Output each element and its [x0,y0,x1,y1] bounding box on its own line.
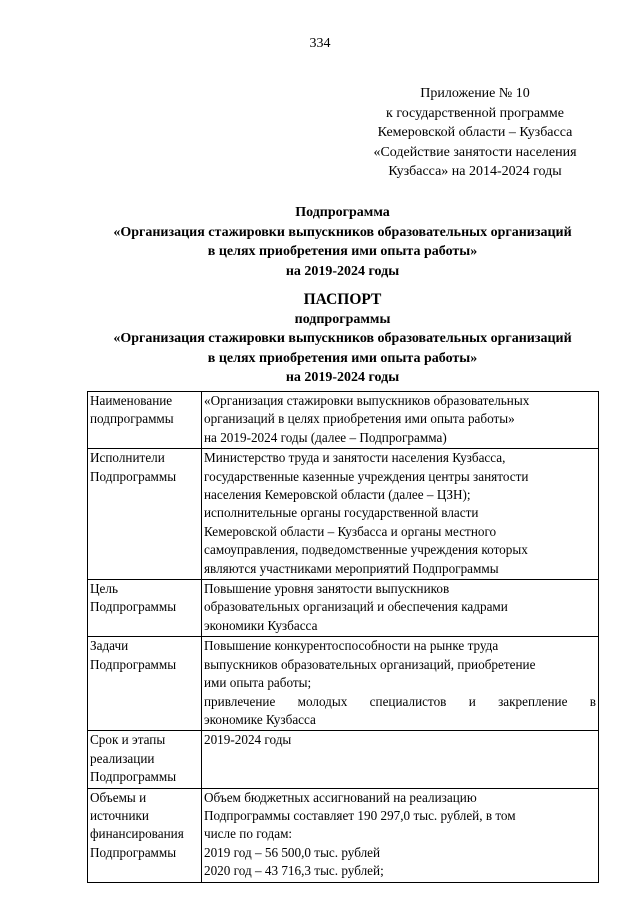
row-content-cell [201,449,598,580]
row-content-line: 2019-2024 годы [203,732,292,748]
row-label-line: реализации [90,750,155,766]
appendix-note [360,84,590,182]
row-content-line: Кемеровской области – Кузбасса и органы местного [203,523,497,539]
row-label-line: Наименование [90,393,173,408]
row-content-line: 2019 год – 56 500,0 тыс. рублей [203,844,381,860]
row-content-cell [201,392,598,449]
row-content-line: «Организация стажировки выпускников образовательных [203,393,530,408]
row-content-line: государственные казенные учреждения центры занятости [203,468,529,484]
table-row [88,637,599,731]
row-content-line: экономики Кузбасса [203,617,318,633]
row-content-line: населения Кемеровской области (далее – ЦЗН); [203,487,471,503]
row-content-line: 2020 год – 43 716,3 тыс. рублей; [203,863,384,879]
row-label-line: подпрограммы [90,411,174,427]
appendix-line: Кузбасса» на 2014-2024 годы [388,164,562,179]
table-row [88,731,599,788]
row-label-line: источники [90,807,149,823]
row-content-cell [201,788,598,882]
passport-heading [60,290,625,388]
row-label-cell [88,731,202,788]
row-label-line: Цель [90,581,118,597]
table-row [88,392,599,449]
row-content-line: организаций в целях приобретения ими опыта работы» [203,411,515,427]
subprogram-title [60,203,625,281]
row-content-line: числе по годам: [203,826,293,842]
row-label-cell [88,392,202,449]
row-label-cell [88,449,202,580]
row-content-line: Повышение уровня занятости выпускников [203,581,450,597]
row-label-line: Подпрограммы [90,468,177,484]
table-row [88,788,599,882]
appendix-line: «Содействие занятости населения [373,144,577,160]
row-content-line: самоуправления, подведомственные учреждения которых [203,542,528,558]
row-label-line: Объемы и [90,789,147,805]
row-label-cell [88,788,202,882]
row-label-line: Подпрограммы [90,769,177,785]
subprogram-title-line: в целях приобретения ими опыта работы» [207,244,478,259]
row-label-cell [88,637,202,731]
appendix-line: к государственной программе [386,105,564,121]
table-row [88,580,599,637]
row-content-line: на 2019-2024 годы (далее – Подпрограмма) [203,429,447,445]
row-content-cell [201,637,598,731]
row-label-line: Подпрограммы [90,656,177,672]
page-number: 334 [309,36,331,51]
subprogram-title-line: на 2019-2024 годы [285,263,400,279]
row-content-line: Объем бюджетных ассигнований на реализацию [203,789,477,805]
row-content-line: выпускников образовательных организаций, приобретение [203,656,536,672]
passport-line: на 2019-2024 годы [285,370,400,385]
passport-title: ПАСПОРТ [303,291,382,308]
row-content-cell [201,580,598,637]
row-label-cell [88,580,202,637]
row-label-line: Задачи [90,638,129,654]
row-content-cell [201,731,598,788]
row-content-line: Министерство труда и занятости населения Кузбасса, [203,450,506,466]
row-content-line: привлечение молодых специалистов и закрепление в [203,693,596,709]
row-content-line: являются участниками мероприятий Подпрограммы [203,560,499,576]
row-label-line: Подпрограммы [90,844,177,860]
subprogram-title-line: «Организация стажировки выпускников образовательных организаций [113,224,572,240]
appendix-line: Приложение № 10 [420,86,530,101]
row-label-line: Срок и этапы [90,732,166,748]
appendix-line: Кемеровской области – Кузбасса [377,125,573,140]
passport-line: подпрограммы [294,311,391,327]
row-label-line: Подпрограммы [90,599,177,615]
row-content-line: Повышение конкурентоспособности на рынке труда [203,638,499,654]
row-label-line: Исполнители [90,450,165,466]
table-row [88,449,599,580]
row-content-line: Подпрограммы составляет 190 297,0 тыс. рублей, в том [203,807,516,823]
row-content-line: исполнительные органы государственной власти [203,505,479,521]
passport-line: «Организация стажировки выпускников образовательных организаций [113,331,572,346]
passport-table [87,391,599,883]
row-content-line: экономике Кузбасса [203,711,316,727]
row-content-line: образовательных организаций и обеспечения кадрами [203,599,508,615]
passport-line: в целях приобретения ими опыта работы» [207,350,478,366]
row-content-line: ими опыта работы; [203,675,312,691]
subprogram-title-line: Подпрограмма [295,205,390,220]
row-label-line: финансирования [90,826,184,842]
